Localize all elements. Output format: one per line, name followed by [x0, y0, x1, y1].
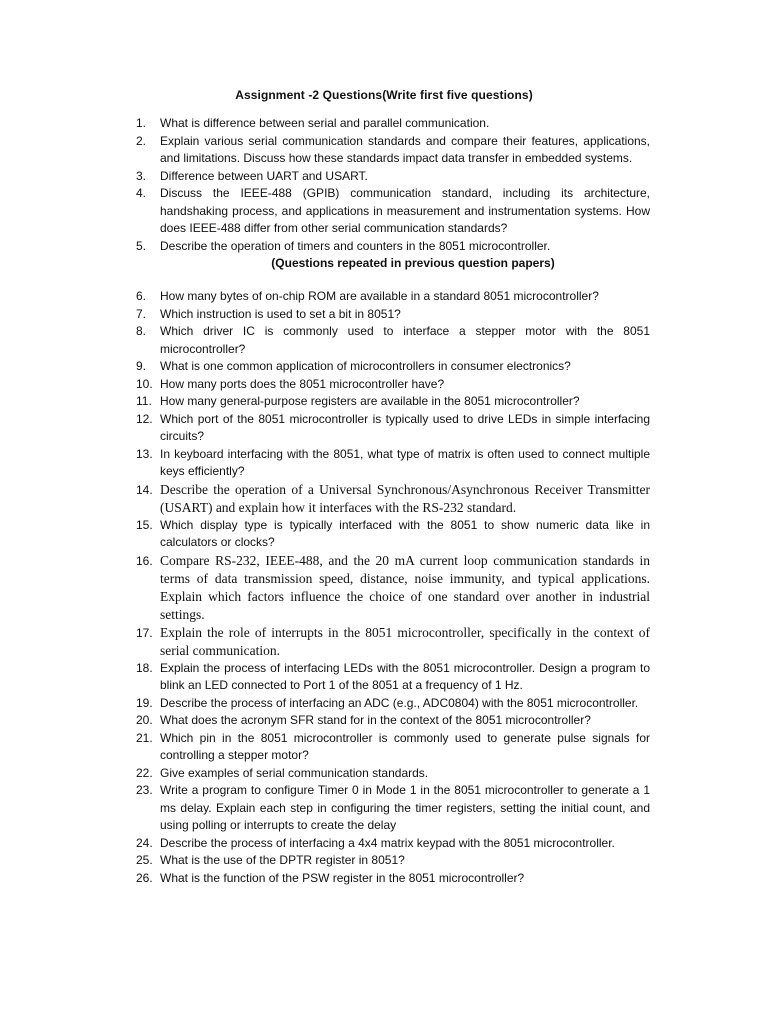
question-number: 19. — [136, 695, 153, 710]
question-number: 24. — [136, 835, 153, 850]
question-number: 3. — [136, 168, 147, 183]
question-13 — [136, 446, 650, 481]
question-text: Describe the process of interfacing a 4x4 matrix keypad with the 8051 microcontroller. — [160, 835, 615, 850]
question-7 — [136, 306, 650, 324]
question-number: 20. — [136, 713, 153, 727]
question-number: 25. — [136, 853, 153, 867]
question-text: How many bytes of on-chip ROM are available in a standard 8051 microcontroller? — [160, 289, 599, 303]
question-15 — [136, 517, 650, 552]
question-text: In keyboard interfacing with the 8051, what type of matrix is often used to connect multiple keys efficiently? — [160, 446, 650, 478]
question-14 — [136, 481, 650, 517]
question-text: Which driver IC is commonly used to interface a stepper motor with the 8051 microcontroller? — [160, 324, 650, 356]
question-number: 6. — [136, 289, 147, 303]
question-number: 13. — [136, 446, 153, 461]
question-number: 12. — [136, 411, 153, 426]
question-text: Explain various serial communication standards and compare their features, applications, and limitations. Discuss how these standards impact data transfer in embedded systems. — [160, 133, 650, 165]
question-number: 9. — [136, 359, 147, 373]
question-number: 7. — [136, 306, 147, 321]
question-text: What is the function of the PSW register in the 8051 microcontroller? — [160, 870, 525, 885]
question-number: 2. — [136, 133, 147, 148]
question-number: 26. — [136, 870, 153, 885]
question-text: Compare RS-232, IEEE-488, and the 20 mA current loop communication standards in terms of data transmission speed, distance, noise immunity, and typical applications. Explain which factors influence the choice of one standard over another in industrial settings. — [160, 552, 650, 622]
section-note: (Questions repeated in previous question papers) — [271, 256, 555, 270]
question-text: Explain the role of interrupts in the 8051 microcontroller, specifically in the context of serial communication. — [160, 624, 650, 658]
question-number: 1. — [136, 116, 147, 130]
question-text: Describe the operation of a Universal Synchronous/Asynchronous Receiver Transmitter (USART) and explain how it interfaces with the RS-232 standard. — [160, 481, 650, 515]
question-number: 14. — [136, 482, 153, 497]
question-24 — [136, 835, 650, 853]
question-number: 15. — [136, 517, 153, 532]
question-9 — [136, 358, 650, 376]
question-text: What is the use of the DPTR register in 8051? — [160, 853, 405, 867]
question-text: Write a program to configure Timer 0 in Mode 1 in the 8051 microcontroller to generate a 1 ms delay. Explain each step in configuring the timer registers, setting the initial count, and using polling or interrupts to create the delay — [160, 783, 650, 832]
question-text: What is difference between serial and parallel communication. — [160, 116, 490, 130]
question-number: 11. — [136, 394, 152, 408]
question-text: Which instruction is used to set a bit in 8051? — [160, 306, 401, 321]
question-text: What does the acronym SFR stand for in the context of the 8051 microcontroller? — [160, 713, 591, 727]
question-text: Which pin in the 8051 microcontroller is commonly used to generate pulse signals for controlling a stepper motor? — [160, 730, 650, 762]
question-number: 17. — [136, 625, 153, 640]
question-11 — [136, 393, 650, 411]
assignment-title: Assignment -2 Questions(Write first five questions) — [235, 88, 533, 102]
question-number: 5. — [136, 238, 147, 253]
question-8 — [136, 323, 650, 358]
question-number: 18. — [136, 660, 153, 675]
question-text: Which display type is typically interfaced with the 8051 to show numeric data like in calculators or clocks? — [160, 517, 650, 549]
question-list — [136, 115, 650, 887]
question-18 — [136, 660, 650, 695]
question-17 — [136, 624, 650, 660]
question-3 — [136, 168, 650, 186]
question-number: 10. — [136, 376, 153, 391]
question-text: What is one common application of microcontrollers in consumer electronics? — [160, 359, 571, 373]
question-text: Which port of the 8051 microcontroller is typically used to drive LEDs in simple interfacing circuits? — [160, 411, 650, 443]
question-10 — [136, 376, 650, 394]
question-text: Describe the operation of timers and counters in the 8051 microcontroller. — [160, 238, 551, 253]
question-2 — [136, 133, 650, 168]
question-6 — [136, 288, 650, 306]
question-text: Discuss the IEEE-488 (GPIB) communication standard, including its architecture, handshaking process, and applications in measurement and instrumentation systems. How does IEEE-488 differ from other serial communication standards? — [160, 186, 650, 235]
question-1 — [136, 115, 650, 133]
question-5 — [136, 238, 650, 256]
question-21 — [136, 730, 650, 765]
question-16 — [136, 552, 650, 624]
question-25 — [136, 852, 650, 870]
question-text: Describe the process of interfacing an ADC (e.g., ADC0804) with the 8051 microcontroller. — [160, 695, 639, 710]
question-number: 23. — [136, 783, 153, 797]
question-number: 4. — [136, 186, 147, 200]
question-number: 8. — [136, 324, 147, 338]
question-23 — [136, 782, 650, 835]
question-text: Difference between UART and USART. — [160, 168, 368, 183]
question-20 — [136, 712, 650, 730]
question-text: Explain the process of interfacing LEDs with the 8051 microcontroller. Design a program to blink an LED connected to Port 1 of the 8051 at a frequency of 1 Hz. — [160, 660, 650, 692]
question-number: 21. — [136, 730, 153, 745]
question-4 — [136, 185, 650, 238]
question-12 — [136, 411, 650, 446]
question-19 — [136, 695, 650, 713]
question-text: How many general-purpose registers are available in the 8051 microcontroller? — [160, 394, 580, 408]
question-number: 22. — [136, 765, 153, 780]
question-number: 16. — [136, 553, 153, 568]
question-text: Give examples of serial communication standards. — [160, 765, 429, 780]
question-text: How many ports does the 8051 microcontroller have? — [160, 376, 445, 391]
question-26 — [136, 870, 650, 888]
question-22 — [136, 765, 650, 783]
